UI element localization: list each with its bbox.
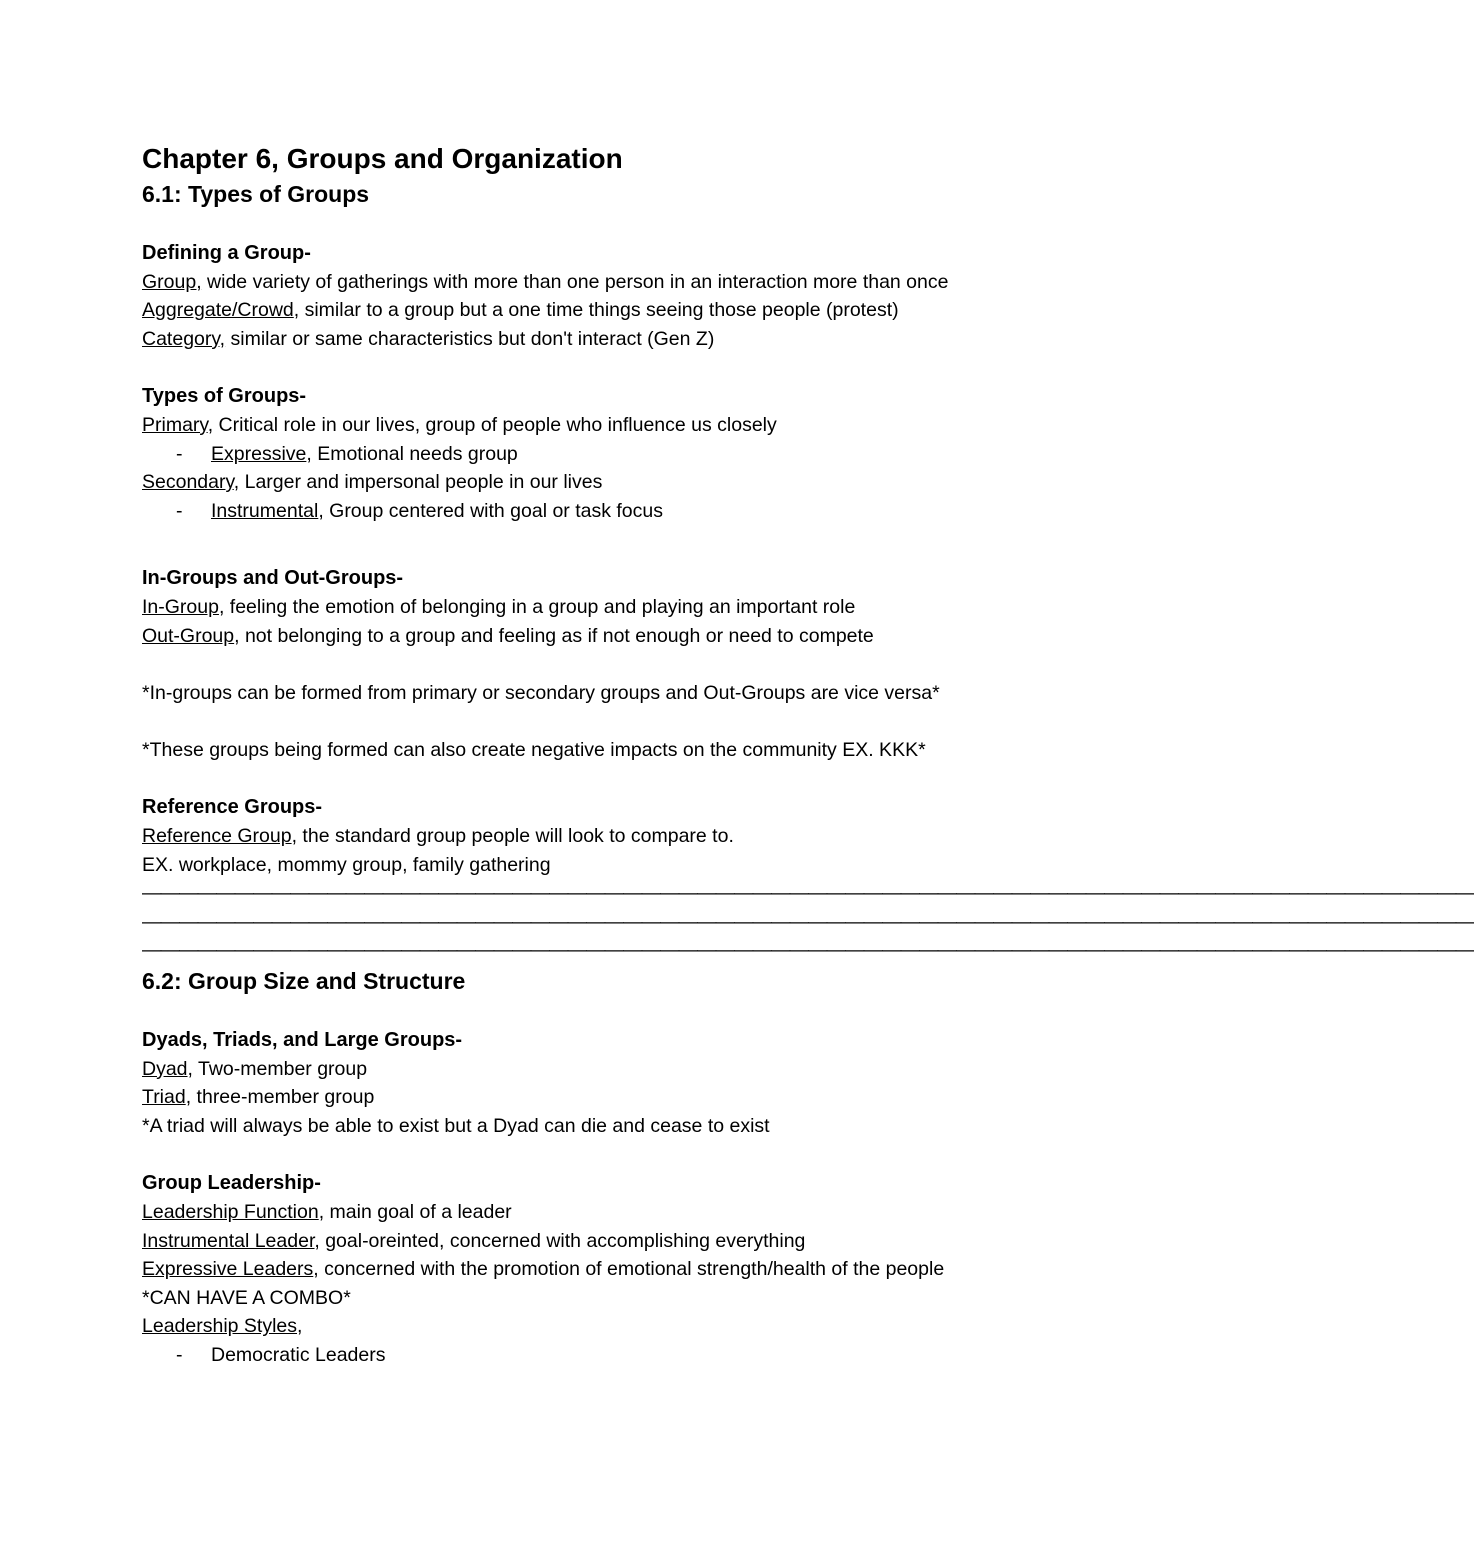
definition-text: , similar to a group but a one time things seeing those people (protest) (293, 299, 899, 322)
note-negative-impacts: *These groups being formed can also create negative impacts on the community EX. KKK* (142, 738, 926, 761)
term: Secondary (142, 471, 234, 494)
term: Instrumental Leader, (142, 1229, 320, 1252)
definition-text: , three-member group (185, 1086, 375, 1109)
definition-primary (142, 411, 1082, 440)
bullet-dash: - (176, 1344, 183, 1366)
term: In-Group (142, 595, 219, 618)
heading-in-out-groups: In-Groups and Out-Groups- (142, 566, 404, 589)
bullet-dash: - (176, 442, 183, 465)
definition-text: , Emotional needs group (306, 442, 518, 465)
section-heading-6-2: 6.2: Group Size and Structure (142, 968, 466, 995)
term: Instrumental (211, 499, 319, 522)
definition-text: , main goal of a leader (318, 1201, 512, 1224)
term: Primary (142, 413, 208, 436)
term: Category, (142, 327, 226, 350)
definition-leadership-styles (142, 1312, 1082, 1341)
heading-defining-group: Defining a Group- (142, 241, 311, 264)
definition-text: , Critical role in our lives, group of people who influence us closely (207, 413, 777, 436)
definition-text: , concerned with the promotion of emotional strength/health of the people (313, 1258, 945, 1281)
definition-aggregate (142, 296, 1082, 325)
heading-reference-groups: Reference Groups- (142, 796, 323, 819)
definition-secondary (142, 468, 1082, 497)
definition-text: , not belonging to a group and feeling as if not enough or need to compete (234, 624, 874, 647)
note-triad: *A triad will always be able to exist but a Dyad can die and cease to exist (142, 1114, 770, 1137)
page-title: Chapter 6, Groups and Organization (142, 143, 623, 174)
term: Expressive Leaders (142, 1258, 314, 1281)
note-combo: *CAN HAVE A COMBO* (142, 1286, 351, 1309)
definition-leadership-function (142, 1198, 1082, 1227)
definition-text: , Group centered with goal or task focus (318, 499, 663, 522)
definition-text: , (297, 1315, 303, 1338)
definition-text: , the standard group people will look to compare to. (291, 825, 734, 848)
divider-line: ———————————————————————————————————————————————————————————————————————— (142, 882, 1474, 905)
bullet-expressive (142, 440, 1082, 469)
definition-text: wide variety of gatherings with more than one person in an interaction more than once (201, 270, 949, 293)
definition-expressive-leaders (142, 1255, 1082, 1284)
definition-triad (142, 1083, 1082, 1112)
definition-group (142, 268, 1082, 297)
bullet-instrumental (142, 497, 1082, 526)
heading-types-of-groups: Types of Groups- (142, 384, 307, 407)
bullet-democratic-leaders (142, 1341, 1082, 1370)
definition-in-group (142, 593, 1082, 622)
term: Expressive (211, 442, 307, 465)
heading-dyads-triads: Dyads, Triads, and Large Groups- (142, 1028, 463, 1051)
divider-line: ———————————————————————————————————————————————————————————————————————— (142, 910, 1474, 933)
term: Out-Group (142, 624, 235, 647)
definition-instrumental-leader (142, 1227, 1082, 1256)
document-page (142, 140, 1474, 1370)
section-heading-6-1: 6.1: Types of Groups (142, 181, 370, 207)
definition-reference-group (142, 822, 1082, 851)
divider-line: ———————————————————————————————————————————————————————————————————————— (142, 939, 1474, 962)
term: Dyad (142, 1057, 188, 1080)
definition-category (142, 325, 1082, 354)
definition-text: similar or same characteristics but don't interact (Gen Z) (225, 327, 715, 350)
definition-dyad (142, 1055, 1082, 1084)
term: Group, (142, 270, 202, 293)
definition-out-group (142, 622, 1082, 651)
note-in-groups: *In-groups can be formed from primary or secondary groups and Out-Groups are vice versa* (142, 681, 940, 704)
term: Triad (142, 1086, 186, 1109)
reference-example: EX. workplace, mommy group, family gathering (142, 853, 551, 876)
definition-text: , Two-member group (187, 1057, 368, 1080)
term: Leadership Function (142, 1201, 319, 1224)
term: Leadership Styles (142, 1315, 298, 1338)
term: Reference Group (142, 825, 292, 848)
bullet-text: Democratic Leaders (211, 1344, 386, 1366)
heading-group-leadership: Group Leadership- (142, 1172, 321, 1195)
term: Aggregate/Crowd (142, 299, 294, 322)
definition-text: goal-oreinted, concerned with accomplishing everything (319, 1229, 806, 1252)
bullet-dash: - (176, 499, 183, 522)
definition-text: , feeling the emotion of belonging in a group and playing an important role (218, 595, 856, 618)
definition-text: , Larger and impersonal people in our lives (233, 471, 603, 494)
